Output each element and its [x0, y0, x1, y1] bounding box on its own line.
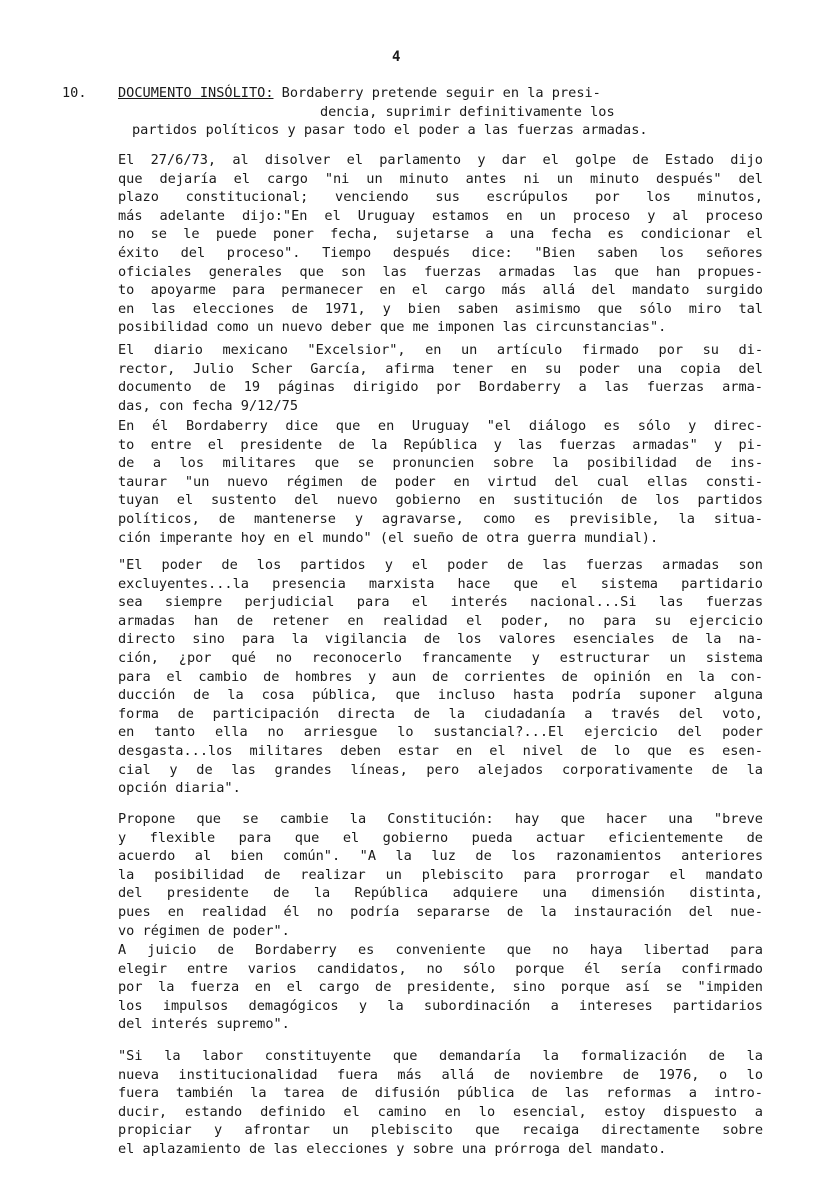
paragraph-4 [118, 556, 763, 798]
heading-line-2: dencia, suprimir definitivamente los [320, 103, 615, 120]
text-line: el aplazamiento de las elecciones y sobre una prórroga del mandato. [118, 1140, 667, 1157]
text-line: y flexible para que el gobierno pueda actuar eficientemente de [118, 829, 763, 846]
text-line: A juicio de Bordaberry es conveniente que no haya libertad para [118, 942, 763, 958]
text-line: éxito del proceso". Tiempo después dice: "Bien saben los señores [118, 244, 763, 261]
text-line: pues en realidad él no podría separarse de la instauración del nue- [118, 903, 763, 920]
page-number: 4 [392, 49, 401, 65]
text-line: rector, Julio Scher García, afirma tener en su poder una copia del [118, 360, 763, 377]
text-line: "Si la labor constituyente que demandaría la formalización de la [118, 1048, 763, 1064]
text-line: en las elecciones de 1971, y bien saben asimismo que sólo miro tal [118, 300, 763, 317]
text-line: ción, ¿por qué no reconocerlo francamente y estructurar un sistema [118, 649, 763, 666]
paragraph-6 [118, 941, 763, 1034]
heading-line-3: partidos políticos y pasar todo el poder a las fuerzas armadas. [132, 122, 648, 139]
text-line: vo régimen de poder". [118, 922, 290, 939]
text-line: documento de 19 páginas dirigido por Bordaberry a las fuerzas arma- [118, 379, 763, 396]
section-number: 10. [62, 85, 87, 101]
text-line: to entre el presidente de la República y las fuerzas armadas" y pi- [118, 436, 763, 453]
text-line: excluyentes...la presencia marxista hace que el sistema partidario [118, 575, 763, 592]
text-line: por la fuerza en el cargo de presidente, sino porque así se "impiden [118, 979, 763, 996]
paragraph-1 [118, 151, 763, 337]
paragraph-3 [118, 417, 763, 547]
text-line: del interés supremo". [118, 1016, 290, 1033]
text-line: ducción de la cosa pública, que incluso hasta podría suponer alguna [118, 687, 763, 704]
text-line: propiciar y afrontar un plebiscito que recaiga directamente sobre [118, 1122, 763, 1139]
section-heading [62, 84, 782, 140]
text-line: tuyan el sustento del nuevo gobierno en sustitución de los partidos [118, 492, 763, 509]
text-line: desgasta...los militares deben estar en el nivel de lo que es esen- [118, 742, 763, 759]
text-line: En él Bordaberry dice que en Uruguay "el diálogo es sólo y direc- [118, 418, 763, 434]
text-line: nueva institucionalidad fuera más allá de noviembre de 1976, o lo [118, 1066, 763, 1083]
text-line: del presidente de la República adquiere una dimensión distinta, [118, 885, 763, 902]
text-line: ducir, estando definido el camino en lo esencial, estoy dispuesto a [118, 1103, 763, 1120]
text-line: que dejaría el cargo "ni un minuto antes ni un minuto después" del [118, 170, 763, 187]
text-line: plazo constitucional; venciendo sus escrúpulos por los minutos, [118, 189, 763, 206]
section-title: DOCUMENTO INSÓLITO: [118, 85, 274, 101]
text-line: sea siempre perjudicial para el interés nacional...Si las fuerzas [118, 594, 763, 611]
text-line: to apoyarme para permanecer en el cargo más allá del mandato surgido [118, 282, 763, 299]
text-line: oficiales generales que son las fuerzas armadas las que han propues- [118, 263, 763, 280]
text-line: opción diaria". [118, 780, 241, 797]
text-line: posibilidad como un nuevo deber que me imponen las circunstancias". [118, 319, 667, 336]
text-line: Propone que se cambie la Constitución: hay que hacer una "breve [118, 811, 763, 827]
text-line: taurar "un nuevo régimen de poder en virtud del cual ellas consti- [118, 473, 763, 490]
text-line: en tanto ella no arriesgue lo sustancial?...El ejercicio del poder [118, 724, 763, 741]
text-line: de a los militares que se pronuncien sobre la posibilidad de ins- [118, 455, 763, 472]
text-line: das, con fecha 9/12/75 [118, 397, 299, 414]
text-line: ción imperante hoy en el mundo" (el sueño de otra guerra mundial). [118, 529, 659, 546]
paragraph-5 [118, 810, 763, 940]
text-line: acuerdo al bien común". "A la luz de los razonamientos anteriores [118, 848, 763, 865]
text-line: armadas han de retener en realidad el poder, no para su ejercicio [118, 612, 763, 629]
heading-line-1 [62, 84, 782, 103]
text-line: no se le puede poner fecha, sujetarse a una fecha es condicionar el [118, 226, 763, 243]
text-line: directo sino para la vigilancia de los valores esenciales de la na- [118, 631, 763, 648]
text-line: la posibilidad de realizar un plebiscito para prorrogar el mandato [118, 866, 763, 883]
heading-text-1: Bordaberry pretende seguir en la presi- [273, 85, 601, 101]
text-line: "El poder de los partidos y el poder de las fuerzas armadas son [118, 557, 763, 573]
paragraph-7 [118, 1047, 763, 1159]
text-line: los impulsos demagógicos y la subordinación a intereses partidarios [118, 997, 763, 1014]
paragraph-2 [118, 341, 763, 415]
text-line: El diario mexicano "Excelsior", en un artículo firmado por su di- [118, 342, 763, 358]
text-line: políticos, de mantenerse y agravarse, como es previsible, la situa- [118, 510, 763, 527]
text-line: cial y de las grandes líneas, pero alejados corporativamente de la [118, 761, 763, 778]
text-line: más adelante dijo:"En el Uruguay estamos en un proceso y al proceso [118, 207, 763, 224]
text-line: fuera también la tarea de difusión pública de las reformas a intro- [118, 1085, 763, 1102]
text-line: El 27/6/73, al disolver el parlamento y dar el golpe de Estado dijo [118, 152, 763, 168]
text-line: para el cambio de hombres y aun de corrientes de opinión en la con- [118, 668, 763, 685]
text-line: forma de participación directa de la ciudadanía a través del voto, [118, 705, 763, 722]
text-line: elegir entre varios candidatos, no sólo porque él sería confirmado [118, 960, 763, 977]
